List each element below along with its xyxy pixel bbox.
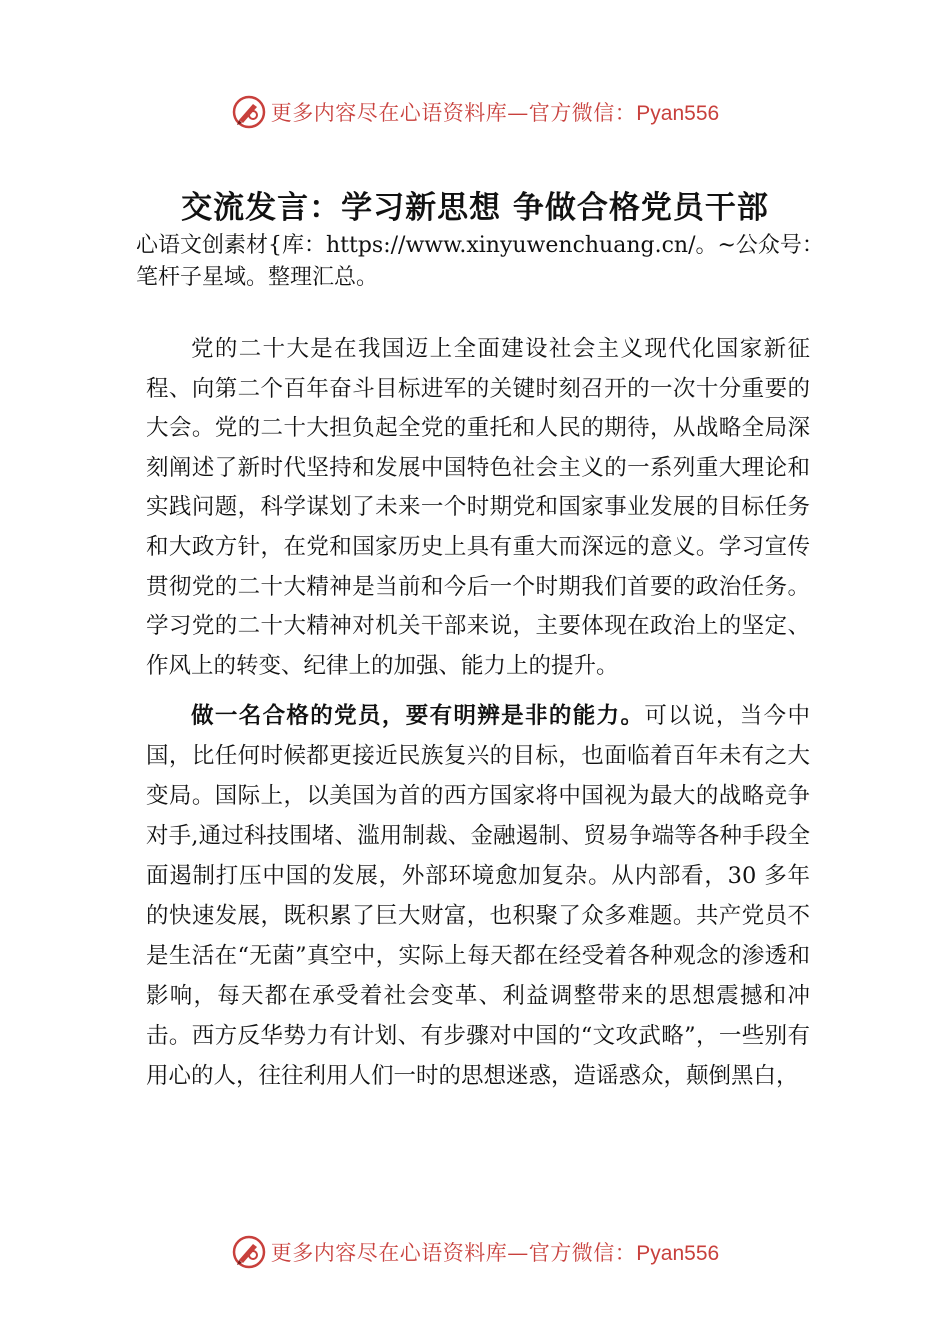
watermark-wechat-id: Pyan556 bbox=[636, 102, 720, 125]
header-watermark bbox=[0, 92, 950, 132]
footer-watermark bbox=[0, 1232, 950, 1272]
watermark-text bbox=[271, 1237, 719, 1267]
paragraph-1: 党的二十大是在我国迈上全面建设社会主义现代化国家新征程、向第二个百年奋斗目标进军的关键时刻召开的一次十分重要的大会。党的二十大担负起全党的重托和人民的期待，从战略全局深刻阐述了新时代坚持和发展中国特色社会主义的一系列重大理论和实践问题，科学谋划了未来一个时期党和国家事业发展的目标任务和大政方针，在党和国家历史上具有重大而深远的意义。学习宣传贯彻党的二十大精神是当前和今后一个时期我们首要的政治任务。学习党的二十大精神对机关干部来说，主要体现在政治上的坚定、作风上的转变、纪律上的加强、能力上的提升。 bbox=[146, 336, 810, 679]
paragraph-2 bbox=[146, 696, 810, 1096]
watermark-label: 更多内容尽在心语资料库—官方微信： bbox=[270, 1241, 637, 1265]
watermark-label: 更多内容尽在心语资料库—官方微信： bbox=[270, 101, 637, 125]
pen-logo-icon bbox=[231, 94, 267, 130]
watermark-wechat-id: Pyan556 bbox=[636, 1242, 720, 1265]
pen-logo-icon bbox=[231, 1234, 267, 1270]
document-title: 交流发言：学习新思想 争做合格党员干部 bbox=[181, 190, 769, 226]
source-note: 心语文创素材{库：https://www.xinyuwenchuang.cn/。~公众号：笔杆子星域。整理汇总。 bbox=[136, 233, 824, 290]
paragraph-2-body: 可以说，当今中国，比任何时候都更接近民族复兴的目标，也面临着百年未有之大变局。国际上，以美国为首的西方国家将中国视为最大的战略竞争对手,通过科技围堵、滥用制裁、金融遏制、贸易争端等各种手段全面遏制打压中国的发展，外部环境愈加复杂。从内部看，30 多年的快速发展，既积累了巨大财富，也积聚了众多难题。共产党员不是生活在“无菌”真空中，实际上每天都在经受着各种观念的渗透和影响，每天都在承受着社会变革、利益调整带来的思想震撼和冲击。西方反华势力有计划、有步骤对中国的“文攻武略”，一些别有用心的人，往往利用人们一时的思想迷惑，造谣惑众，颠倒黑白， bbox=[146, 703, 810, 1090]
watermark-text bbox=[271, 97, 719, 127]
document-body bbox=[146, 330, 810, 1096]
paragraph-2-lead: 做一名合格的党员，要有明辨是非的能力。 bbox=[191, 703, 645, 730]
